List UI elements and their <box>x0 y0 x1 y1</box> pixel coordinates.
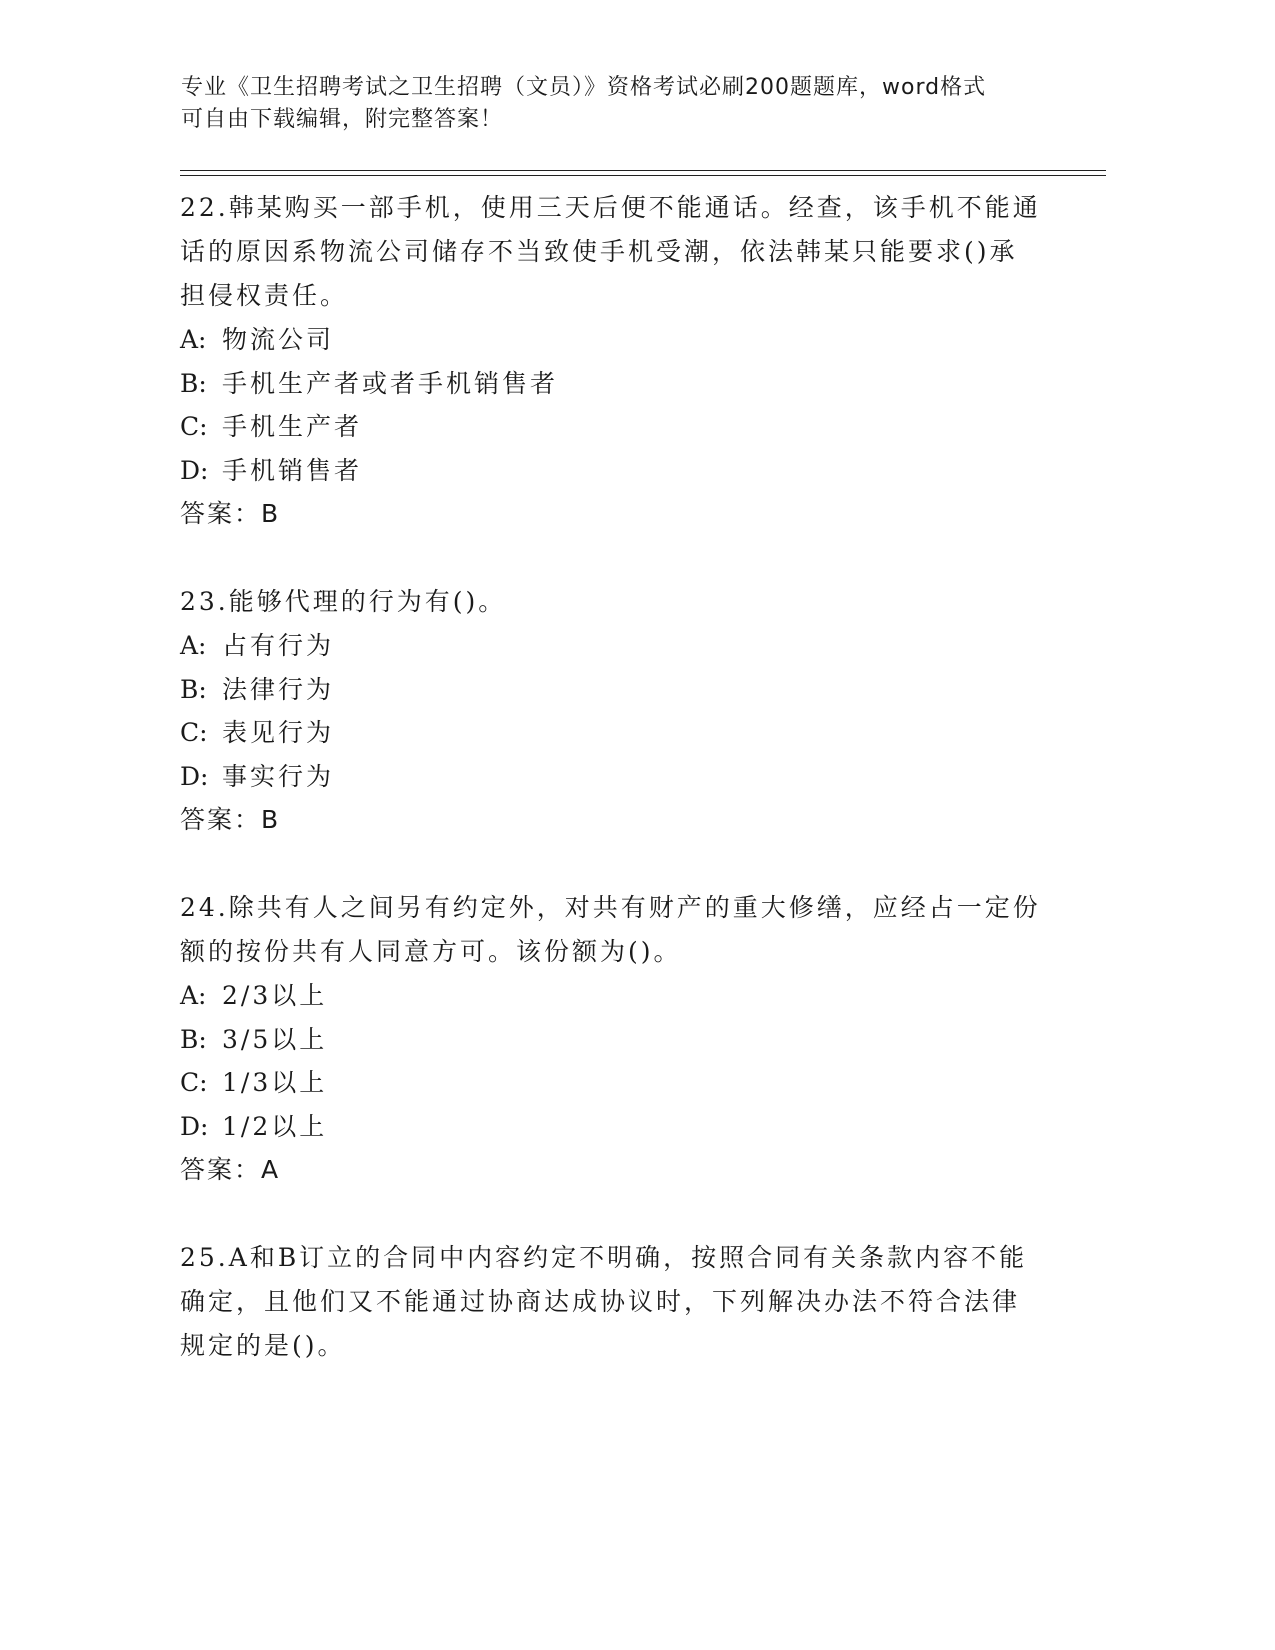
option-label: D: <box>180 761 209 791</box>
question-stem-line: 23.能够代理的行为有()。 <box>180 587 507 616</box>
answer-option <box>180 755 1060 799</box>
option-label: A: <box>180 325 207 354</box>
question-spacer <box>180 841 1060 886</box>
header-line-2: 可自由下载编辑，附完整答案！ <box>181 107 504 132</box>
option-text: 占有行为 <box>222 631 335 660</box>
answer-option <box>180 668 1060 712</box>
question-stem-line: 话的原因系物流公司储存不当致使手机受潮，依法韩某只能要求()承 <box>180 237 1018 266</box>
question-spacer <box>180 1191 1060 1236</box>
option-label: B: <box>180 368 207 398</box>
answer-key: 答案：A <box>180 1155 281 1184</box>
document-header <box>181 72 1061 136</box>
question-block <box>180 886 1060 1191</box>
option-text: 3/5以上 <box>222 1024 328 1054</box>
option-text: 法律行为 <box>222 674 335 704</box>
option-text: 1/3以上 <box>222 1068 328 1097</box>
option-label: A: <box>180 981 207 1010</box>
option-label: B: <box>180 674 207 704</box>
question-stem-line: 担侵权责任。 <box>180 281 349 310</box>
answer-option <box>180 449 1060 493</box>
question-block <box>180 580 1060 841</box>
header-divider-top <box>180 170 1106 171</box>
answer-option <box>180 1018 1060 1062</box>
option-text: 手机销售者 <box>222 455 363 485</box>
header-line-1: 专业《卫生招聘考试之卫生招聘（文员）》资格考试必刷200题题库，word格式 <box>181 75 987 100</box>
option-text: 1/2以上 <box>222 1111 328 1141</box>
question-block <box>180 1236 1060 1368</box>
option-label: C: <box>180 718 208 747</box>
question-block <box>180 186 1060 535</box>
option-label: D: <box>180 1111 209 1141</box>
question-stem <box>180 886 1060 974</box>
answer-option <box>180 1105 1060 1149</box>
answer-option <box>180 711 1060 755</box>
option-text: 物流公司 <box>222 325 335 354</box>
question-stem-line: 22.韩某购买一部手机，使用三天后便不能通话。经查，该手机不能通 <box>180 193 1041 222</box>
option-label: B: <box>180 1024 207 1054</box>
question-stem-line: 25.A和B订立的合同中内容约定不明确，按照合同有关条款内容不能 <box>180 1243 1028 1272</box>
question-stem <box>180 580 1060 624</box>
question-stem <box>180 1236 1060 1368</box>
answer-option <box>180 405 1060 449</box>
question-stem-line: 额的按份共有人同意方可。该份额为()。 <box>180 937 682 966</box>
option-label: C: <box>180 1068 208 1097</box>
answer-option <box>180 1061 1060 1105</box>
option-label: C: <box>180 412 208 441</box>
header-divider-bottom <box>180 175 1106 176</box>
option-text: 手机生产者或者手机销售者 <box>222 368 559 398</box>
question-stem-line: 24.除共有人之间另有约定外，对共有财产的重大修缮，应经占一定份 <box>180 893 1041 922</box>
answer-option <box>180 974 1060 1018</box>
question-stem-line: 规定的是()。 <box>180 1331 346 1360</box>
option-text: 手机生产者 <box>222 412 363 441</box>
answer-option <box>180 362 1060 406</box>
option-text: 表见行为 <box>222 718 335 747</box>
answer-option <box>180 624 1060 668</box>
question-stem-line: 确定，且他们又不能通过协商达成协议时，下列解决办法不符合法律 <box>180 1287 1021 1316</box>
option-label: A: <box>180 631 207 660</box>
answer-key: 答案：B <box>180 499 281 528</box>
question-list <box>180 186 1060 1368</box>
question-stem <box>180 186 1060 318</box>
answer-key: 答案：B <box>180 805 281 834</box>
option-label: D: <box>180 455 209 485</box>
question-spacer <box>180 535 1060 580</box>
answer-option <box>180 318 1060 362</box>
option-text: 2/3以上 <box>222 981 328 1010</box>
option-text: 事实行为 <box>222 761 335 791</box>
